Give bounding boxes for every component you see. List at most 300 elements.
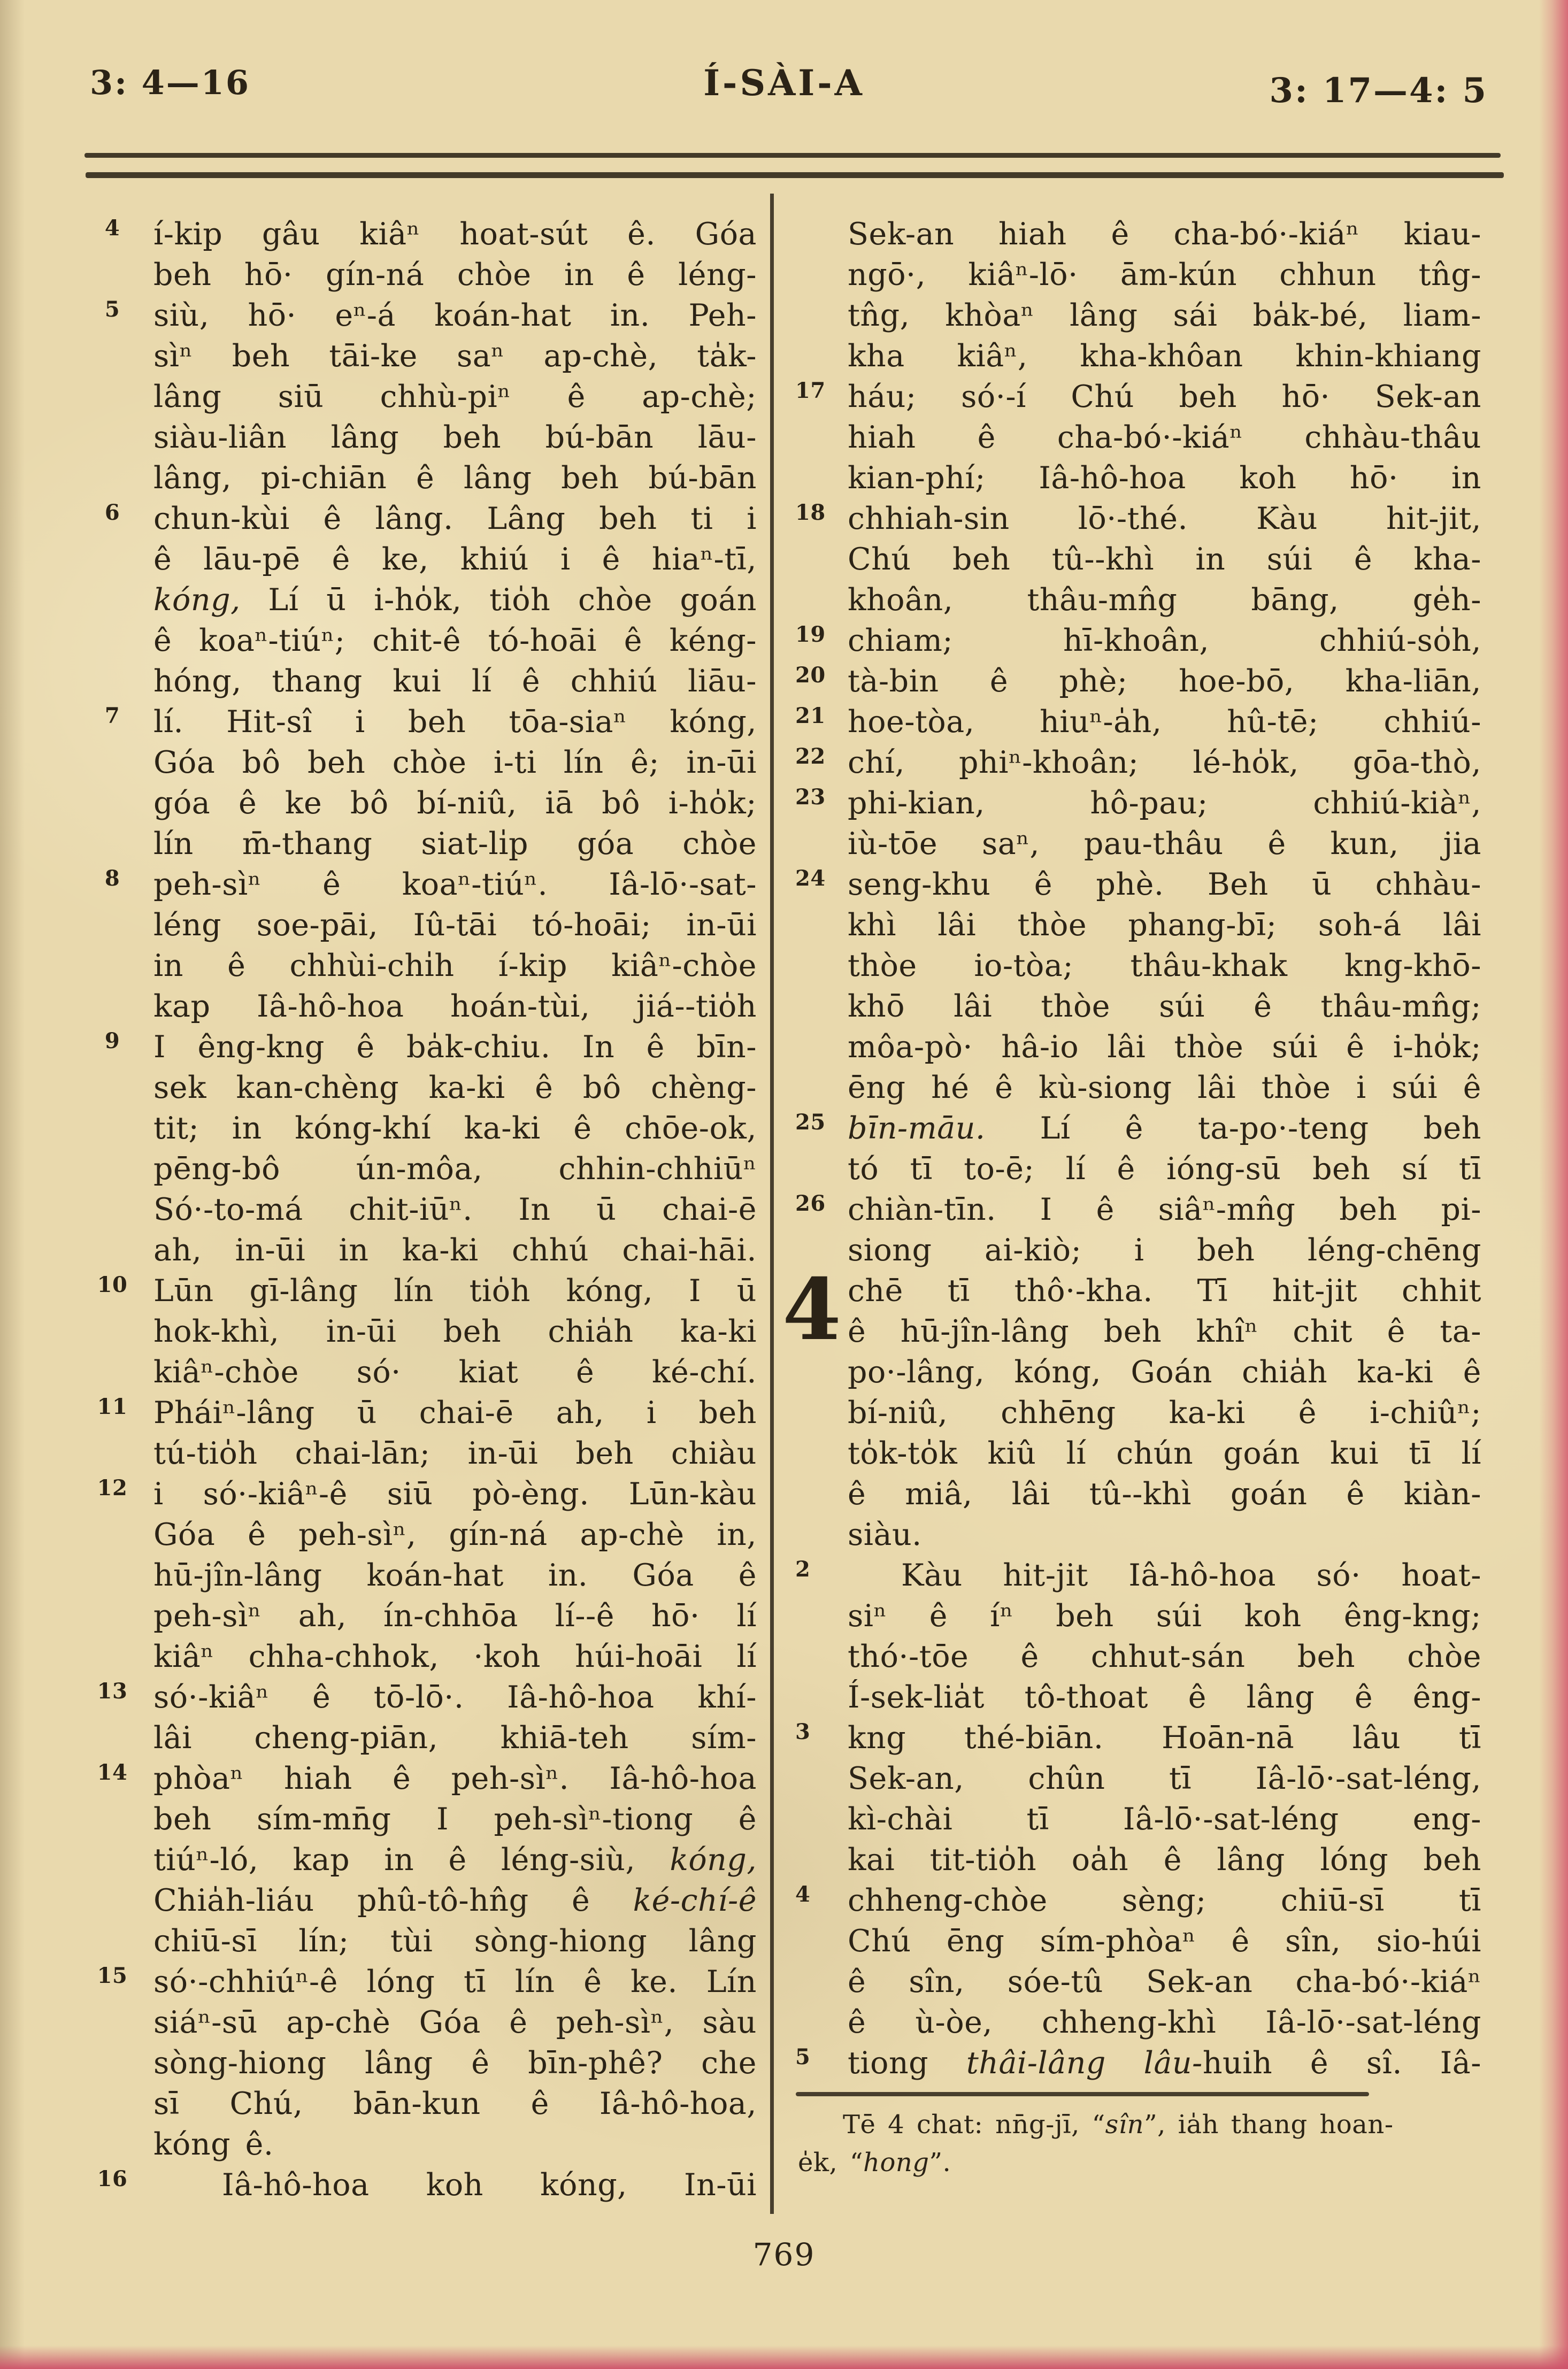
left-column-line xyxy=(153,1921,757,1962)
left-column-line xyxy=(153,1352,757,1393)
text-segment: i só·-kiâⁿ-ê siū pò-èng. Lūn-kàu xyxy=(153,1476,757,1512)
line-text xyxy=(848,298,1481,333)
header-rule-top xyxy=(84,153,1501,158)
text-segment: ê ù-òe, chheng-khì Iâ-lō·-sat-léng xyxy=(848,2005,1481,2040)
text-segment: siáⁿ-sū ap-chè Góa ê peh-sìⁿ, sàu xyxy=(153,2005,757,2040)
line-text xyxy=(222,2167,757,2203)
text-segment: kì-chài tī Iâ-lō·-sat-léng eng- xyxy=(848,1802,1481,1837)
line-text xyxy=(153,664,757,699)
text-segment: ”. xyxy=(929,2148,951,2178)
text-segment: seng-khu ê phè. Beh ū chhàu- xyxy=(848,867,1481,902)
text-segment: phòaⁿ hiah ê peh-sìⁿ. Iâ-hô-hoa xyxy=(153,1761,757,1796)
text-segment: hū-jîn-lâng koán-hat in. Góa ê xyxy=(153,1558,757,1593)
line-text xyxy=(153,298,757,333)
line-text xyxy=(848,948,1481,983)
line-text xyxy=(153,826,757,862)
line-text xyxy=(843,2110,1394,2140)
text-segment: Lūn gī-lâng lín tio̍h kóng, I ū xyxy=(153,1273,757,1309)
line-text xyxy=(848,1476,1481,1512)
text-segment: Só·-to-má chit-iūⁿ. In ū chai-ē xyxy=(153,1192,757,1227)
right-column-line xyxy=(795,783,1481,824)
text-segment: kian-phí; Iâ-hô-hoa koh hō· in xyxy=(848,460,1481,496)
text-segment: Chú beh tû--khì in súi ê kha- xyxy=(848,542,1481,577)
text-segment: beh sím-mn̄g I peh-sìⁿ-tiong ê xyxy=(153,1802,757,1837)
line-text xyxy=(153,1639,757,1674)
verse-number: 3 xyxy=(795,1719,811,1744)
line-text xyxy=(153,1883,757,1918)
left-column-line xyxy=(153,905,757,945)
left-column-line xyxy=(104,214,757,255)
text-segment: lí. Hit-sî i beh tōa-siaⁿ kóng, xyxy=(153,704,757,740)
verse-number: 23 xyxy=(795,784,826,810)
italic-text: kóng, xyxy=(153,582,241,618)
line-text xyxy=(848,542,1481,577)
line-text xyxy=(153,1517,757,1552)
verse-number: 4 xyxy=(104,216,120,241)
right-column-line xyxy=(848,2002,1481,2043)
line-text xyxy=(848,623,1481,658)
left-column-line xyxy=(97,1474,757,1514)
text-segment: siⁿ ê íⁿ beh súi koh êng-kng; xyxy=(848,1598,1481,1634)
right-column-line xyxy=(848,1433,1481,1474)
line-text xyxy=(153,1029,757,1065)
footnote-rule xyxy=(796,2092,1369,2096)
verse-number: 12 xyxy=(97,1475,128,1501)
text-segment: ê sîn, sóe-tû Sek-an cha-bó·-kiáⁿ xyxy=(848,1964,1481,1999)
line-text xyxy=(848,664,1481,699)
left-column-line xyxy=(104,295,757,336)
line-text xyxy=(848,2005,1481,2040)
left-column-line xyxy=(104,1027,757,1067)
verse-number: 22 xyxy=(795,744,826,769)
verse-number: 16 xyxy=(97,2166,128,2191)
right-column-line xyxy=(795,742,1481,783)
right-column-line xyxy=(848,1474,1481,1514)
text-segment: lín m̄-thang siat-li̍p góa chòe xyxy=(153,826,757,862)
left-column-line xyxy=(153,1189,757,1230)
text-segment: phi-kian, hô-pau; chhiú-kiàⁿ, xyxy=(848,786,1481,821)
line-text xyxy=(153,623,757,658)
line-text xyxy=(153,339,757,374)
line-text xyxy=(153,1111,757,1146)
left-column-line xyxy=(153,1880,757,1921)
line-text xyxy=(153,1355,757,1390)
right-column-line xyxy=(795,2043,1481,2083)
line-text xyxy=(153,1720,757,1756)
line-text xyxy=(153,460,757,496)
left-column-line xyxy=(97,1677,757,1718)
left-column-line xyxy=(153,1067,757,1108)
text-segment: in ê chhùi-chi̍h í-kip kiâⁿ-chòe xyxy=(153,948,757,983)
right-column-line xyxy=(795,702,1481,742)
right-column-line xyxy=(848,417,1481,458)
text-segment: chiū-sī lín; tùi sòng-hiong lâng xyxy=(153,1924,757,1959)
right-column-line xyxy=(848,255,1481,295)
line-text xyxy=(848,1964,1481,1999)
line-text xyxy=(848,1761,1481,1796)
line-text xyxy=(153,1476,757,1512)
right-column-line xyxy=(795,1108,1481,1149)
text-segment: hoe-tòa, hiuⁿ-a̍h, hû-tē; chhiú- xyxy=(848,704,1481,740)
line-text xyxy=(848,379,1481,414)
verse-number: 8 xyxy=(104,866,120,891)
line-text xyxy=(848,1111,1481,1146)
italic-text: hong xyxy=(863,2148,929,2178)
right-column-line xyxy=(848,1514,1481,1555)
left-column-line xyxy=(153,1840,757,1880)
text-segment: tú-tio̍h chai-lān; in-ūi beh chiàu xyxy=(153,1436,757,1471)
italic-text: ké-chí-ê xyxy=(633,1883,757,1918)
right-column-line xyxy=(848,945,1481,986)
text-segment: khō lâi thòe súi ê thâu-mn̂g; xyxy=(848,989,1481,1024)
verse-number: 5 xyxy=(104,297,120,322)
text-segment: ngō·, kiâⁿ-lō· ām-kún chhun tn̂g- xyxy=(848,257,1481,293)
text-segment: chē tī thô·-kha. Tī hit-jit chhit xyxy=(848,1273,1481,1309)
right-column-line xyxy=(848,905,1481,945)
text-segment: siù, hō· eⁿ-á koán-hat in. Peh- xyxy=(153,298,757,333)
left-column-line xyxy=(104,498,757,539)
text-segment: Pháiⁿ-lâng ū chai-ē ah, i beh xyxy=(153,1395,757,1430)
text-segment: Chia̍h-liáu phû-tô-hn̂g ê xyxy=(153,1883,633,1918)
right-column-line xyxy=(795,376,1481,417)
line-text xyxy=(153,2005,757,2040)
right-column-line xyxy=(848,1758,1481,1799)
line-text xyxy=(848,1192,1481,1227)
line-text xyxy=(848,1233,1481,1268)
column-divider-rule xyxy=(770,194,774,2214)
left-column-line xyxy=(153,417,757,458)
header-verse-range-right: 3: 17—4: 5 xyxy=(1269,71,1488,111)
text-segment: chí, phiⁿ-khoân; lé-ho̍k, gōa-thò, xyxy=(848,745,1481,780)
text-segment: kóng ê. xyxy=(153,2127,274,2162)
left-column-line xyxy=(153,1149,757,1189)
left-column-line xyxy=(153,1433,757,1474)
text-segment: thòe io-tòa; thâu-khak kng-khō- xyxy=(848,948,1481,983)
line-text xyxy=(848,501,1481,536)
text-segment: lâi cheng-piān, khiā-teh sím- xyxy=(153,1720,757,1756)
text-segment: léng soe-pāi, Iû-tāi tó-hoāi; in-ūi xyxy=(153,907,757,943)
line-text xyxy=(848,420,1481,455)
line-text xyxy=(153,1192,757,1227)
line-text xyxy=(153,257,757,293)
text-segment: chiam; hī-khoân, chhiú-so̍h, xyxy=(848,623,1481,658)
line-text xyxy=(848,1883,1481,1918)
text-segment: Í-sek-lia̍t tô-thoat ê lâng ê êng- xyxy=(848,1680,1481,1715)
left-column-line xyxy=(153,2002,757,2043)
text-segment: kha kiâⁿ, kha-khôan khin-khiang xyxy=(848,339,1481,374)
left-column-line xyxy=(153,945,757,986)
line-text xyxy=(153,989,757,1024)
right-column xyxy=(782,214,1481,2083)
text-segment: siàu-liân lâng beh bú-bān lāu- xyxy=(153,420,757,455)
left-column-line xyxy=(153,986,757,1027)
text-segment: Góa ê peh-sìⁿ, gín-ná ap-chè in, xyxy=(153,1517,757,1552)
text-segment: khì lâi thòe phang-bī; soh-á lâi xyxy=(848,907,1481,943)
line-text xyxy=(153,907,757,943)
text-segment: sī Chú, bān-kun ê Iâ-hô-hoa, xyxy=(153,2086,757,2121)
right-column-line xyxy=(848,1596,1481,1636)
text-segment: huih ê sî. Iâ- xyxy=(1202,2045,1481,2081)
text-segment: chun-kùi ê lâng. Lâng beh ti i xyxy=(153,501,757,536)
line-text xyxy=(153,501,757,536)
left-column-line xyxy=(97,1758,757,1799)
text-segment: tiúⁿ-ló, kap in ê léng-siù, xyxy=(153,1842,670,1878)
page-header xyxy=(0,0,1568,139)
header-verse-range-left: 3: 4—16 xyxy=(90,63,251,102)
right-column-line xyxy=(795,498,1481,539)
right-column-line xyxy=(848,1921,1481,1962)
text-segment: hok-khì, in-ūi beh chia̍h ka-ki xyxy=(153,1314,757,1349)
line-text xyxy=(848,1151,1481,1187)
text-segment: Lí ū i-ho̍k, tio̍h chòe goán xyxy=(240,582,757,618)
right-column-line xyxy=(848,1230,1481,1271)
italic-text: bīn-māu. xyxy=(848,1111,986,1146)
line-text xyxy=(848,1680,1481,1715)
verse-number: 7 xyxy=(104,703,120,728)
line-text xyxy=(153,420,757,455)
left-column-line xyxy=(153,255,757,295)
text-segment: Sek-an, chûn tī Iâ-lō·-sat-léng, xyxy=(848,1761,1481,1796)
right-column-line xyxy=(848,1677,1481,1718)
left-column-line xyxy=(153,2124,757,2165)
verse-number: 9 xyxy=(104,1028,120,1053)
left-column-line xyxy=(153,1108,757,1149)
line-text xyxy=(153,1802,757,1837)
left-column-line xyxy=(97,1271,757,1311)
left-column-line xyxy=(153,1514,757,1555)
right-column-line xyxy=(795,1555,1481,1596)
left-column-line xyxy=(153,336,757,376)
text-segment: Kàu hit-jit Iâ-hô-hoa só· hoat- xyxy=(901,1558,1481,1593)
text-segment: háu; só·-í Chú beh hō· Sek-an xyxy=(848,379,1481,414)
left-column-line xyxy=(153,742,757,783)
verse-number: 19 xyxy=(795,622,826,647)
right-column-line xyxy=(848,214,1481,255)
text-segment: pēng-bô ún-môa, chhin-chhiūⁿ xyxy=(153,1151,757,1187)
right-column-line xyxy=(848,539,1481,580)
line-text xyxy=(153,1680,757,1715)
text-segment: Tē 4 chat: nn̄g-jī, “ xyxy=(843,2110,1105,2140)
right-column-line xyxy=(848,824,1481,864)
line-text xyxy=(153,1842,757,1878)
line-text xyxy=(153,1598,757,1634)
right-column-line xyxy=(848,1067,1481,1108)
line-text xyxy=(848,1436,1481,1471)
verse-number: 10 xyxy=(97,1272,128,1297)
italic-text: thâi-lâng lâu- xyxy=(966,2045,1203,2081)
line-text xyxy=(848,1924,1481,1959)
line-text xyxy=(153,948,757,983)
verse-number: 25 xyxy=(795,1110,826,1135)
line-text xyxy=(848,257,1481,293)
text-segment: ê miâ, lâi tû--khì goán ê kiàn- xyxy=(848,1476,1481,1512)
line-text xyxy=(153,2045,757,2081)
text-segment: hóng, thang kui lí ê chhiú liāu- xyxy=(153,664,757,699)
left-column-line xyxy=(153,1555,757,1596)
line-text xyxy=(153,2086,757,2121)
footnote-line xyxy=(798,2106,1461,2144)
text-segment: siàu. xyxy=(848,1517,922,1552)
verse-number: 11 xyxy=(97,1394,128,1419)
header-rule-bottom xyxy=(86,172,1504,178)
footnote xyxy=(798,2106,1461,2182)
right-column-line xyxy=(848,295,1481,336)
right-column-line xyxy=(795,661,1481,702)
gutter-shadow xyxy=(0,0,25,2369)
line-text xyxy=(153,1436,757,1471)
line-text xyxy=(848,1842,1481,1878)
text-segment: sìⁿ beh tāi-ke saⁿ ap-chè, ta̍k- xyxy=(153,339,757,374)
verse-number: 15 xyxy=(97,1963,128,1988)
text-segment: tit; in kóng-khí ka-ki ê chōe-ok, xyxy=(153,1111,757,1146)
line-text xyxy=(153,1395,757,1430)
text-segment: ê hū-jîn-lâng beh khîⁿ chit ê ta- xyxy=(848,1314,1481,1349)
text-segment: ê koaⁿ-tiúⁿ; chit-ê tó-hoāi ê kéng- xyxy=(153,623,757,658)
left-column-line xyxy=(97,2165,757,2205)
right-column-line xyxy=(795,1718,1481,1758)
left-column-line xyxy=(153,1799,757,1840)
chapter-number: 4 xyxy=(782,1260,841,1359)
left-column-line xyxy=(153,620,757,661)
verse-number: 18 xyxy=(795,500,826,525)
text-segment: chheng-chòe sèng; chiū-sī tī xyxy=(848,1883,1481,1918)
verse-number: 6 xyxy=(104,500,120,525)
text-segment: beh hō· gín-ná chòe in ê léng- xyxy=(153,257,757,293)
verse-number: 14 xyxy=(97,1760,128,1785)
line-text xyxy=(848,1070,1481,1105)
left-column-line xyxy=(153,661,757,702)
text-segment: to̍k-to̍k kiû lí chún goán kui tī lí xyxy=(848,1436,1481,1471)
line-text xyxy=(848,1802,1481,1837)
text-segment: lâng, pi-chiān ê lâng beh bú-bān xyxy=(153,460,757,496)
verse-number: 21 xyxy=(795,703,826,728)
text-segment: po·-lâng, kóng, Goán chia̍h ka-ki ê xyxy=(848,1355,1481,1390)
line-text xyxy=(153,1558,757,1593)
line-text xyxy=(901,1558,1481,1593)
left-column-line xyxy=(153,2083,757,2124)
verse-number: 26 xyxy=(795,1191,826,1216)
line-text xyxy=(848,704,1481,740)
text-segment: thó·-tōe ê chhut-sán beh chòe xyxy=(848,1639,1481,1674)
line-text xyxy=(153,1964,757,1999)
text-segment: góa ê ke bô bí-niû, iā bô i-ho̍k; xyxy=(153,786,757,821)
verse-number: 20 xyxy=(795,663,826,688)
line-text xyxy=(153,704,757,740)
line-text xyxy=(848,217,1481,252)
line-text xyxy=(848,867,1481,902)
left-column-line xyxy=(153,1311,757,1352)
right-column-line xyxy=(848,1352,1481,1393)
text-segment: ”, ia̍h thang hoan- xyxy=(1144,2110,1394,2140)
text-segment: í-kip gâu kiâⁿ hoat-sút ê. Góa xyxy=(153,217,757,252)
line-text xyxy=(848,1720,1481,1756)
verse-number: 24 xyxy=(795,866,826,891)
text-segment: hiah ê cha-bó·-kiáⁿ chhàu-thâu xyxy=(848,420,1481,455)
left-column-line xyxy=(153,783,757,824)
text-segment: só·-chhiúⁿ-ê lóng tī lín ê ke. Lín xyxy=(153,1964,757,1999)
line-text xyxy=(798,2148,951,2178)
right-column-line xyxy=(848,1393,1481,1433)
right-column-line xyxy=(848,580,1481,620)
page-number: 769 xyxy=(752,2236,816,2273)
right-column-line xyxy=(848,1636,1481,1677)
text-segment: Chú ēng sím-phòaⁿ ê sîn, sio-húi xyxy=(848,1924,1481,1959)
line-text xyxy=(848,826,1481,862)
text-segment: môa-pò· hâ-io lâi thòe súi ê i-ho̍k; xyxy=(848,1029,1481,1065)
verse-number: 17 xyxy=(795,378,826,403)
line-text xyxy=(153,217,757,252)
book-title: Í-SÀI-A xyxy=(703,62,865,104)
line-text xyxy=(848,1517,922,1552)
line-text xyxy=(153,1151,757,1187)
line-text xyxy=(153,1070,757,1105)
text-segment: sek kan-chèng ka-ki ê bô chèng- xyxy=(153,1070,757,1105)
text-segment: peh-sìⁿ ah, ín-chhōa lí--ê hō· lí xyxy=(153,1598,757,1634)
italic-text: kóng, xyxy=(670,1842,757,1878)
verse-number: 2 xyxy=(795,1557,811,1582)
line-text xyxy=(848,460,1481,496)
line-text xyxy=(848,582,1481,618)
line-text xyxy=(153,867,757,902)
line-text xyxy=(153,1924,757,1959)
text-segment: Iâ-hô-hoa koh kóng, In-ūi xyxy=(222,2167,757,2203)
text-segment: khoân, thâu-mn̂g bāng, ge̍h- xyxy=(848,582,1481,618)
line-text xyxy=(848,2045,1481,2081)
line-text xyxy=(153,745,757,780)
line-text xyxy=(848,1395,1481,1430)
line-text xyxy=(153,542,757,577)
footnote-line xyxy=(798,2144,1461,2182)
text-segment: kiâⁿ chha-chhok, ·koh húi-hoāi lí xyxy=(153,1639,757,1674)
text-segment: lâng siū chhù-piⁿ ê ap-chè; xyxy=(153,379,757,414)
verse-number: 13 xyxy=(97,1679,128,1704)
page-edge-tint-right xyxy=(1539,0,1568,2369)
text-segment: siong ai-kiò; i beh léng-chēng xyxy=(848,1233,1481,1268)
left-column-line xyxy=(153,824,757,864)
text-segment: tó tī to-ē; lí ê ióng-sū beh sí tī xyxy=(848,1151,1481,1187)
text-segment: bí-niû, chhēng ka-ki ê i-chiûⁿ; xyxy=(848,1395,1481,1430)
right-column-line xyxy=(795,864,1481,905)
left-column-line xyxy=(153,2043,757,2083)
line-text xyxy=(848,1314,1481,1349)
left-column-line xyxy=(104,702,757,742)
text-segment: iù-tōe saⁿ, pau-thâu ê kun, jia xyxy=(848,826,1481,862)
left-column-line xyxy=(153,539,757,580)
right-column-line xyxy=(848,1840,1481,1880)
text-segment: chiàn-tīn. I ê siâⁿ-mn̂g beh pi- xyxy=(848,1192,1481,1227)
right-column-line xyxy=(848,336,1481,376)
line-text xyxy=(848,989,1481,1024)
left-column-line xyxy=(153,1230,757,1271)
text-segment: I êng-kng ê ba̍k-chiu. In ê bīn- xyxy=(153,1029,757,1065)
text-segment: ēng hé ê kù-siong lâi thòe i súi ê xyxy=(848,1070,1481,1105)
page-edge-tint-bottom xyxy=(0,2345,1568,2369)
left-column-line xyxy=(153,1636,757,1677)
right-column-line xyxy=(848,1149,1481,1189)
line-text xyxy=(153,582,757,618)
text-segment: chhiah-sin lō·-thé. Kàu hit-jit, xyxy=(848,501,1481,536)
right-column-line xyxy=(848,458,1481,498)
right-column-line xyxy=(848,986,1481,1027)
left-column-line xyxy=(153,580,757,620)
text-segment: tà-bin ê phè; hoe-bō, kha-liān, xyxy=(848,664,1481,699)
line-text xyxy=(848,339,1481,374)
text-segment: kap Iâ-hô-hoa hoán-tùi, jiá--tio̍h xyxy=(153,989,757,1024)
verse-number: 4 xyxy=(795,1882,811,1907)
line-text xyxy=(153,786,757,821)
right-column-line xyxy=(795,1880,1481,1921)
verse-number: 5 xyxy=(795,2044,811,2070)
